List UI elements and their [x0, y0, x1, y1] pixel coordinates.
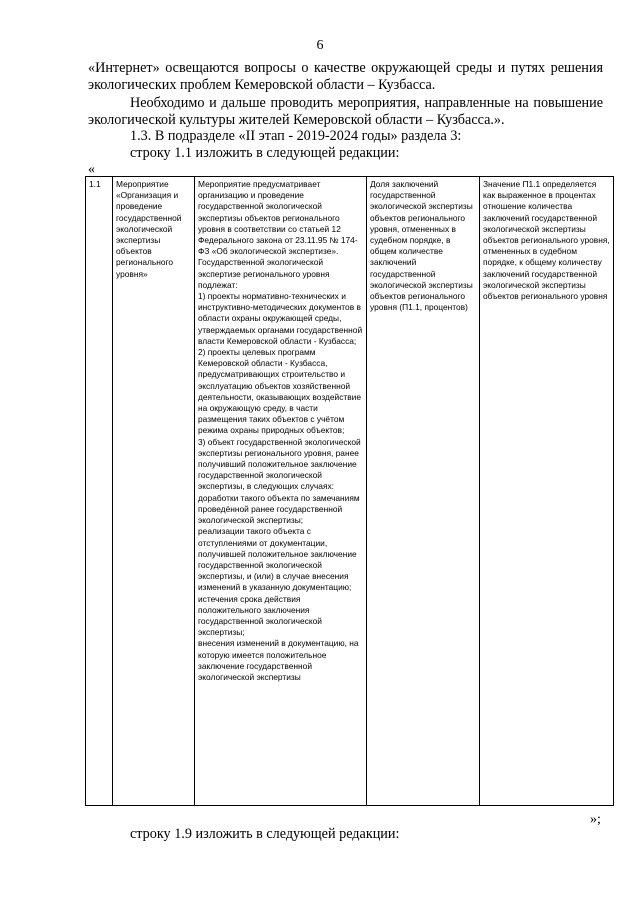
table-row: [86, 177, 614, 806]
description-item: реализации такого объекта с отступлениями от документации, получившей положительное заключение государственной экологической экспертизы, и (или) в случае внесения изменений в указанную документацию;: [198, 526, 357, 593]
paragraph-subsection: 1.3. В подразделе «II этап - 2019-2024 годы» раздела 3:: [130, 128, 462, 144]
open-quote: «: [88, 162, 95, 177]
cell-method: Значение П1.1 определяется как выраженное в процентах отношение количества заключений государственной экологической экспертизы объектов регионального уровня, отмененных в судебном порядке, к общему количеству заключений государственной экологической экспертизы объектов регионального уровня: [480, 177, 614, 806]
description-item: внесения изменений в документацию, на которую имеется положительное заключение государственной экологической экспертизы: [198, 638, 359, 682]
cell-number: 1.1: [86, 177, 113, 806]
cell-event: Мероприятие «Организация и проведение государственной экологической экспертизы объектов регионального уровня»: [113, 177, 195, 806]
paragraph-internet: «Интернет» освещаются вопросы о качестве окружающей среды и путях решения экологических проблем Кемеровской области – Кузбасса.: [88, 60, 603, 93]
page-number: 6: [316, 38, 324, 53]
paragraph-row-1-1-instruction: строку 1.1 изложить в следующей редакции:: [130, 145, 400, 161]
description-item: истечения срока действия положительного заключения государственной экологической экспертизы;: [198, 593, 322, 638]
description-item: 1) проекты нормативно-технических и инструктивно-методических документов в области охраны окружающей среды, утверждаемых органами государственной власти Кемеровской области - Кузбасса;: [198, 291, 363, 346]
description-item: 2) проекты целевых программ Кемеровской области - Кузбасса, предусматривающих строительство и эксплуатацию объектов хозяйственной деятельности, оказывающих воздействие на окружающую среду, в части размещения таких объектов с учётом режима охраны природных объектов;: [198, 347, 362, 436]
cell-description: [195, 177, 367, 806]
close-quote: »;: [590, 812, 601, 827]
description-item: доработки такого объекта по замечаниям проведённой ранее государственной экологической экспертизы;: [198, 492, 360, 526]
paragraph-row-1-9-instruction: строку 1.9 изложить в следующей редакции:: [130, 826, 400, 842]
cell-indicator: Доля заключений государственной экологической экспертизы объектов регионального уровня, отмененных в судебном порядке, в общем количестве заключений государственной экологической экспертизы объектов регионального уровня (П1.1, процентов): [367, 177, 480, 806]
description-item: 3) объект государственной экологической экспертизы регионального уровня, ранее получивший положительное заключение государственной экологической экспертизы, в следующих случаях:: [198, 436, 361, 492]
amendment-table: [85, 176, 614, 806]
paragraph-further-measures: Необходимо и дальше проводить мероприятия, направленные на повышение экологической культуры жителей Кемеровской области – Кузбасса.».: [88, 95, 603, 128]
description-intro: Мероприятие предусматривает организацию и проведение государственной экологической экспертизы объектов регионального уровня в соответствии со статьей 12 Федерального закона от 23.11.95 № 174-ФЗ «Об экологической экспертизе». Государственной экологической экспертизе регионального уровня подлежат:: [198, 179, 358, 290]
